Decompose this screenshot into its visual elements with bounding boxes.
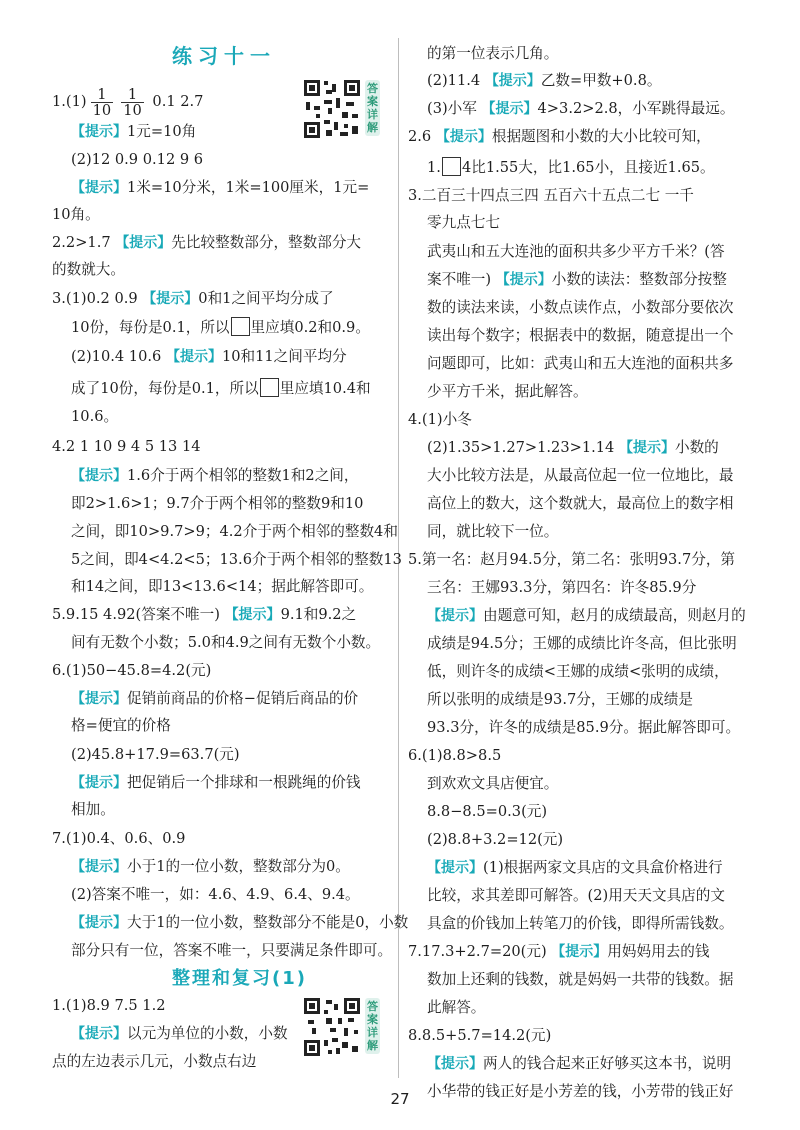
r-q4-line5: 同，就比较下一位。 xyxy=(427,523,559,540)
r-q6-hint: 【提示】(1)根据两家文具店的文具盒价格进行 xyxy=(427,859,723,876)
r-q3-line8: 少平方千米，据此解答。 xyxy=(427,383,588,400)
q1-hint-1: 【提示】1元=10角 xyxy=(71,123,197,140)
fraction-2: $\frac{1}{10}$ xyxy=(123,85,142,119)
r-q4-part2: (2)1.35>1.27>1.23>1.14 【提示】小数的 xyxy=(427,439,719,456)
r-q6-line6: 比较，求其差即可解答。(2)用天天文具店的文 xyxy=(427,887,725,904)
fraction-1: $\frac{1}{10}$ xyxy=(92,85,112,119)
r-part3: (3)小军 【提示】4>3.2>2.8，小军跳得最远。 xyxy=(427,100,735,117)
r-q4-line4: 高位上的数大，这个数就大，最高位上的数字相 xyxy=(427,495,734,512)
r-q8-hint: 【提示】两人的钱合起来正好够买这本书，说明 xyxy=(427,1055,732,1072)
q3-part2: (2)10.4 10.6 【提示】10和11之间平均分 xyxy=(71,348,347,365)
r-q8-line1: 8.8.5+5.7=14.2(元) xyxy=(408,1027,552,1044)
q4-hint: 【提示】1.6介于两个相邻的整数1和2之间， xyxy=(71,467,359,484)
q5-line2: 间有无数个小数；5.0和4.9之间有无数个小数。 xyxy=(71,634,381,651)
r-q5-line1: 5.第一名：赵月94.5分，第二名：张明93.7分，第 xyxy=(408,551,736,568)
r-q6-line7: 具盒的价钱加上转笔刀的价钱，即得所需钱数。 xyxy=(427,915,734,932)
review-q1-part1: 1.(1)8.9 7.5 1.2 xyxy=(52,997,166,1014)
r-q6-line3: 8.8−8.5=0.3(元) xyxy=(427,803,548,820)
q6-hint2: 【提示】把促销后一个排球和一根跳绳的价钱 xyxy=(71,774,361,791)
r-q4-line3: 大小比较方法是，从最高位起一位一位地比，最 xyxy=(427,467,734,484)
q4-line3: 之间，即10>9.7>9；4.2介于两个相邻的整数4和 xyxy=(71,523,398,540)
q5-line: 5.9.15 4.92(答案不唯一) 【提示】9.1和9.2之 xyxy=(52,606,357,623)
q6-part1: 6.(1)50−45.8=4.2(元) xyxy=(52,662,212,679)
r-q2-line: 2.6 【提示】根据题图和小数的大小比较可知， xyxy=(408,128,711,145)
answer-explanation-tag: 答案详解 xyxy=(367,82,378,134)
q7-hint2-cont: 部分只有一位，答案不唯一，只要满足条件即可。 xyxy=(71,942,393,959)
r-q7-line2: 数加上还剩的钱数，就是妈妈一共带的钱数。据 xyxy=(427,971,734,988)
q2-line: 2.2>1.7 【提示】先比较整数部分，整数部分大 xyxy=(52,234,362,251)
q6-hint1: 【提示】促销前商品的价格−促销后商品的价 xyxy=(71,690,359,707)
q4-line2: 即2>1.6>1；9.7介于两个相邻的整数9和10 xyxy=(71,495,364,512)
r-q3-line1: 3.二百三十四点三四 五百六十五点二七 一千 xyxy=(408,187,694,204)
q3-line2: 10份，每份是0.1，所以 里应填0.2和0.9。 xyxy=(71,319,370,336)
blank-box xyxy=(260,378,279,397)
r-q7-line1: 7.17.3+2.7=20(元) 【提示】用妈妈用去的钱 xyxy=(408,943,710,960)
r-q5-line6: 所以张明的成绩是93.7分，王娜的成绩是 xyxy=(427,691,693,708)
r-q3-line7: 问题即可，比如：武夷山和五大连池的面积共多 xyxy=(427,355,734,372)
r-q3-line2: 零九点七七 xyxy=(427,214,500,231)
q7-part1: 7.(1)0.4、0.6、0.9 xyxy=(52,830,186,847)
review-q1-line2: 点的左边表示几元，小数点右边 xyxy=(52,1053,257,1070)
q7-part2: (2)答案不唯一，如：4.6、4.9、6.4、9.4。 xyxy=(71,886,360,903)
r-q7-line3: 此解答。 xyxy=(427,999,486,1016)
r-q6-part1: 6.(1)8.8>8.5 xyxy=(408,747,502,764)
r-q5-line2: 三名：王娜93.3分，第四名：许冬85.9分 xyxy=(427,579,697,596)
r-q5-line7: 93.3分，许冬的成绩是85.9分。据此解答即可。 xyxy=(427,719,741,736)
r-q5-line4: 成绩是94.5分；王娜的成绩比许冬高，但比张明 xyxy=(427,635,737,652)
r-q3-line4: 案不唯一) 【提示】小数的读法：整数部分按整 xyxy=(427,271,727,288)
r-part2: (2)11.4 【提示】乙数=甲数+0.8。 xyxy=(427,72,662,89)
r-q5-line5: 低，则许冬的成绩<王娜的成绩<张明的成绩， xyxy=(427,663,729,680)
q4-line4: 5之间，即4<4.2<5；13.6介于两个相邻的整数13 xyxy=(71,551,402,568)
q7-hint2: 【提示】大于1的一位小数，整数部分不能是0，小数 xyxy=(71,914,409,931)
review-q1-hint: 【提示】以元为单位的小数，小数 xyxy=(71,1025,288,1042)
r-line0: 的第一位表示几角。 xyxy=(427,45,559,62)
r-q8-line2: 小华带的钱正好是小芳差的钱，小芳带的钱正好 xyxy=(427,1083,734,1100)
q6-part2: (2)45.8+17.9=63.7(元) xyxy=(71,746,240,763)
r-q3-line6: 读出每个数字；根据表中的数据，随意提出一个 xyxy=(427,327,734,344)
q1-line: 1.(1) $\frac{1}{10}$ $\frac{1}{10}$ 0.1 2.7 xyxy=(52,85,204,119)
q3-line5: 10.6。 xyxy=(71,408,119,425)
blank-box xyxy=(231,317,250,336)
q4-line5: 和14之间，即13<13.6<14；据此解答即可。 xyxy=(71,578,374,595)
r-q3-line3: 武夷山和五大连池的面积共多少平方千米？(答 xyxy=(427,243,725,260)
q3-part1: 3.(1)0.2 0.9 【提示】0和1之间平均分成了 xyxy=(52,290,334,307)
blank-box xyxy=(442,157,461,176)
page-number: 27 xyxy=(390,1090,410,1108)
q6-hint2-cont: 相加。 xyxy=(71,801,115,818)
q3-line4: 成了10份，每份是0.1，所以 里应填10.4和 xyxy=(71,380,371,397)
q2-cont: 的数就大。 xyxy=(52,261,125,278)
r-q4-part1: 4.(1)小冬 xyxy=(408,411,472,428)
r-q6-part2: (2)8.8+3.2=12(元) xyxy=(427,831,564,848)
q7-hint1: 【提示】小于1的一位小数，整数部分为0。 xyxy=(71,858,350,875)
r-q3-line5: 数的读法来读，小数点读作点，小数部分要依次 xyxy=(427,299,734,316)
q1-hint-2-cont: 10角。 xyxy=(52,206,100,223)
r-q2-line2: 1. 4比1.55大，比1.65小，且接近1.65。 xyxy=(427,159,715,176)
q1-part2: (2)12 0.9 0.12 9 6 xyxy=(71,151,204,168)
answer-explanation-tag: 答案详解 xyxy=(367,1000,378,1052)
section-title-review: 整理和复习(1) xyxy=(172,968,307,989)
q1-hint-2: 【提示】1米=10分米，1米=100厘米，1元= xyxy=(71,179,370,196)
r-q6-line2: 到欢欢文具店便宜。 xyxy=(427,775,559,792)
r-q5-hint: 【提示】由题意可知，赵月的成绩最高，则赵月的 xyxy=(427,607,746,624)
section-title: 练习十一 xyxy=(172,44,276,68)
q6-hint1-cont: 格=便宜的价格 xyxy=(71,717,171,734)
q4-answer: 4.2 1 10 9 4 5 13 14 xyxy=(52,438,201,455)
